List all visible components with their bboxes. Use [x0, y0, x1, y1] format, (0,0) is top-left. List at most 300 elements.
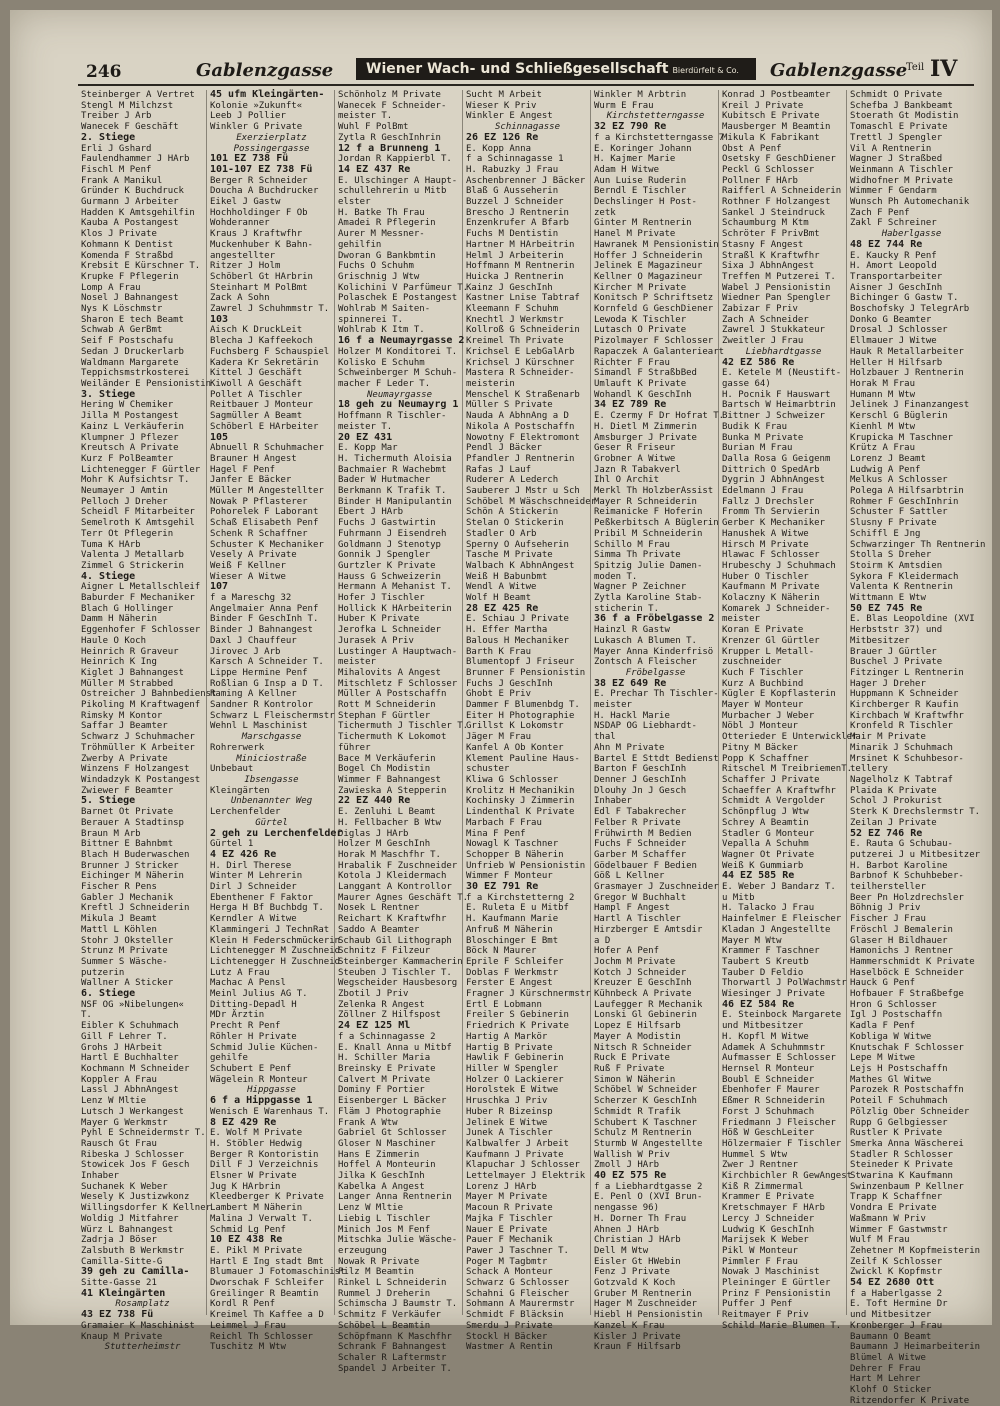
directory-entry: Hoffel A Monteurin	[338, 1160, 436, 1171]
directory-entry: H. Batke Th Frau	[338, 207, 425, 218]
directory-entry: Mair M Private	[850, 732, 926, 743]
directory-entry: Rapaczek A Galanterieart	[594, 346, 725, 357]
directory-entry: Stolla S Dreher	[850, 550, 932, 561]
directory-entry: Jirovec J Arb	[210, 646, 281, 657]
directory-entry: Hartl E Buchhalter	[81, 1053, 179, 1064]
directory-entry: f a Haberlgasse 2	[850, 1288, 943, 1299]
directory-entry: E. Steinbock Margarete	[722, 1010, 842, 1021]
directory-entry: Stoerath Gt Modistin	[850, 111, 959, 122]
directory-entry: Kainz J GeschInh	[466, 282, 553, 293]
directory-entry: und Mitbesitzer	[722, 1021, 804, 1032]
directory-entry: Pimmler F Frau	[722, 1256, 798, 1267]
directory-entry: Ahn M Private	[594, 742, 665, 753]
directory-entry: Menschel K Straßenarb	[466, 389, 580, 400]
directory-entry: Barbnof K Schuhbeber-	[850, 871, 964, 882]
directory-entry: Ditting-Depadl H	[210, 999, 297, 1010]
directory-entry: Strunz M Private	[81, 946, 168, 957]
directory-entry: Hawlik F Gebinerin	[466, 1053, 564, 1064]
directory-entry: Blumentopf J Friseur	[466, 657, 575, 668]
directory-entry: Haule O Koch	[81, 635, 147, 646]
directory-entry: Nauer E Private	[466, 1224, 548, 1235]
directory-entry: Jelinek E Magazineur	[594, 261, 703, 272]
directory-entry: Aisner J GeschInh	[850, 282, 943, 293]
directory-entry: Hermann A Mehanist T.	[338, 582, 452, 593]
directory-entry: Mastera R Schneider-	[466, 368, 575, 379]
directory-entry: Kraus J Kraftwfhr	[210, 229, 303, 240]
directory-entry: Huicka J Rentnerin	[466, 271, 564, 282]
directory-entry: Lutasch O Private	[594, 325, 687, 336]
directory-entry: Miniciostraße	[236, 753, 307, 764]
directory-entry: führer	[338, 742, 371, 753]
directory-entry: Bunka M Private	[722, 432, 804, 443]
directory-entry: Saddo A Beamter	[338, 924, 420, 935]
publisher-banner	[356, 58, 756, 80]
directory-entry: Steuben J Tischler T.	[338, 967, 452, 978]
directory-entry: Leimmel J Frau	[210, 1320, 286, 1331]
directory-entry: Rothner F Holzangest	[722, 197, 831, 208]
directory-entry: Aigner L Metallschleif	[81, 582, 201, 593]
directory-entry: E. Schiau J Private	[466, 614, 569, 625]
directory-entry: Ghobt E Priv	[466, 689, 532, 700]
directory-entry: Spandel J Arbeiter T.	[338, 1363, 452, 1374]
directory-entry: Barth K Frau	[466, 646, 532, 657]
directory-entry: f a Liebhardtgasse 2	[594, 1181, 703, 1192]
directory-entry: MDr Ärztin	[210, 1010, 265, 1021]
directory-entry: Denner J GeschInh	[594, 775, 687, 785]
directory-entry: Tröhmüller K Arbeiter	[81, 742, 195, 753]
directory-entry: Reimanicke F Hoferin	[594, 507, 703, 518]
directory-entry: Hager J Dreher	[850, 678, 926, 689]
directory-entry: Kreil J Private	[722, 100, 804, 111]
directory-entry: Ahnen J HArb	[594, 1224, 660, 1235]
directory-entry: Ritzer J Holm	[210, 261, 281, 272]
directory-entry: Blach G Hollinger	[81, 603, 174, 614]
directory-entry: Hrabalik F Zuschneider	[338, 860, 458, 871]
directory-entry: Boschofsky J TelegrArb	[850, 304, 970, 315]
directory-entry: schullehrerin u Mitb	[338, 186, 447, 197]
directory-entry: Barnet Ot Private	[81, 807, 174, 818]
directory-entry: Treffen M Putzerei T.	[722, 271, 836, 282]
directory-entry: Zadrja J Böser	[81, 1235, 157, 1246]
directory-entry: Weinmann A Tischler	[850, 164, 953, 175]
directory-entry: Hanushek A Witwe	[722, 528, 809, 539]
directory-entry: T.	[81, 1010, 92, 1021]
directory-column-1	[78, 90, 217, 1353]
directory-entry: Minarik J Schuhmach	[850, 742, 953, 753]
directory-entry: Schopper B Näherin	[466, 849, 564, 860]
directory-entry: 107	[210, 581, 229, 593]
directory-entry: Pribil M Schneiderin	[594, 528, 703, 539]
directory-entry: Wieser K Priv	[466, 100, 537, 111]
directory-entry: Roßlian G Insp a D T.	[210, 678, 324, 689]
directory-entry: Marijsek K Weber	[722, 1235, 809, 1246]
directory-entry: Horak M Maschfhr T.	[338, 849, 441, 860]
directory-entry: Pyhl E Schneidermstr T.	[81, 1128, 206, 1139]
directory-entry: E. Zenluhi L Beamt	[338, 807, 436, 818]
directory-entry: Wohlrab K Itm T.	[338, 325, 425, 336]
directory-entry: Lenz W Mltie	[81, 1096, 147, 1107]
directory-entry: Wimmer F Gendarm	[850, 186, 937, 197]
directory-entry: H. Kopfl M Witwe	[722, 1031, 809, 1042]
directory-entry: Klos J Private	[81, 229, 157, 240]
directory-entry: Pollner F HArb	[722, 175, 798, 186]
directory-entry: 18 geh zu Neumayrg 1	[338, 399, 459, 411]
directory-entry: Unfrieb W Pensionistin	[466, 860, 586, 871]
directory-entry: a D	[594, 935, 611, 946]
directory-entry: Mitschletz F Schlosser	[338, 678, 458, 689]
directory-entry: Rimsky M Kontor	[81, 710, 163, 721]
directory-entry: Wagner Ot Private	[722, 849, 815, 860]
directory-entry: 105	[210, 431, 229, 443]
directory-entry: 32 EZ 790 Re	[594, 121, 667, 133]
directory-entry: H. Schiller Maria	[338, 1053, 431, 1064]
directory-entry: 44 EZ 585 Re	[722, 870, 795, 882]
directory-entry: 24 EZ 125 Ml	[338, 1020, 411, 1032]
directory-entry: Brescho J Rentnerin	[466, 207, 569, 218]
directory-entry: H. Kaufmann Marie	[466, 914, 559, 925]
directory-entry: Gurmann J Arbeiter	[81, 197, 179, 208]
directory-entry: erzeugung	[338, 1245, 387, 1256]
directory-entry: Rummel J Dreherin	[338, 1288, 431, 1299]
directory-entry: Daxl J Chauffeur	[210, 635, 297, 646]
directory-entry: Wohderanner	[210, 218, 270, 229]
directory-entry: Eichinger M Näherin	[81, 871, 184, 882]
directory-entry: 14 EZ 437 Re	[338, 163, 411, 175]
directory-entry: Ludwig A Penf	[850, 464, 921, 475]
directory-entry: Slusny F Private	[850, 518, 937, 529]
directory-entry: Kaufmann M Private	[722, 582, 820, 593]
directory-entry: E. Knall Anna u Mitbf	[338, 1042, 452, 1053]
directory-entry: Schmidt A Vergolder	[722, 796, 825, 807]
directory-entry: Wegscheider Hausbesorg	[338, 978, 458, 989]
directory-entry: Schwarz J Schuhmacher	[81, 732, 195, 743]
directory-entry: Gloser N Maschiner	[338, 1138, 436, 1149]
directory-entry: E. Blas Leopoldine (XVI	[850, 614, 975, 625]
directory-entry: Schaumburg M Ktm	[722, 218, 809, 229]
directory-entry: Kraun F Hilfsarb	[594, 1342, 681, 1353]
directory-entry: Heinrich R Graveur	[81, 646, 179, 657]
directory-entry: Teppichsmstrkosterei	[81, 368, 190, 379]
directory-entry: Wuhl F PolBmt	[338, 122, 409, 133]
directory-entry: Camilla-Sitte-G	[81, 1256, 163, 1267]
directory-entry: Friedmann J Fleischer	[722, 1117, 836, 1128]
directory-entry: Possingergasse	[233, 143, 310, 154]
directory-entry: Kliwa G Schlosser	[466, 775, 559, 785]
directory-entry: Sharon E tech Beamt	[81, 314, 184, 325]
directory-entry: Gödelbauer F Bedien	[594, 860, 697, 871]
directory-entry: Kellner O Magazineur	[594, 271, 703, 282]
directory-entry: Dechslinger H Post-	[594, 197, 697, 208]
directory-entry: Hartl A Tischler	[594, 914, 681, 925]
directory-entry: Wiedner Pan Spengler	[722, 293, 831, 304]
directory-entry: 6 f a Hippgasse 1	[210, 1095, 313, 1107]
directory-entry: Reitmayer F Priv	[722, 1310, 809, 1321]
directory-entry: Ebenhofer F Maurer	[722, 1085, 820, 1096]
directory-entry: Krichsel E LebGalArb	[466, 346, 575, 357]
directory-entry: Frank A Wtw	[338, 1117, 398, 1128]
directory-entry: Stockl H Bäcker	[466, 1331, 548, 1342]
directory-entry: H. Stöbler Hedwig	[210, 1138, 303, 1149]
directory-entry: Fröschl J Bemalerin	[850, 924, 953, 935]
directory-entry: Herbststr 37) und	[850, 625, 943, 636]
directory-entry: Kollroß G Schneiderin	[466, 325, 580, 336]
directory-entry: Widhofner M Private	[850, 175, 953, 186]
directory-entry: Ruderer A Lederch	[466, 475, 559, 486]
directory-entry: Berger R Kontoristin	[210, 1149, 319, 1160]
directory-entry: Marschgasse	[241, 732, 302, 743]
directory-entry: Gill F Lehrer T.	[81, 1031, 168, 1042]
directory-entry: Bogel Ch Modistin	[338, 764, 431, 775]
directory-entry: Weiß H Babunbmt	[466, 571, 548, 582]
directory-entry: Ruß F Private	[594, 1063, 665, 1074]
directory-entry: Gotzvald K Koch	[594, 1278, 676, 1289]
directory-entry: H. Effer Martha	[466, 625, 548, 636]
directory-entry: Nowak P Pflasterer	[210, 496, 308, 507]
directory-entry: Inhaber	[81, 1171, 119, 1182]
directory-entry: Kabelka A Angest	[338, 1181, 425, 1192]
directory-entry: Lomp A Frau	[81, 282, 141, 293]
directory-entry: Wastmer A Rentin	[466, 1342, 553, 1353]
directory-entry: f a Schinnagasse 2	[338, 1031, 436, 1042]
directory-column-7	[846, 90, 986, 1406]
directory-entry: Gabler J Mechanik	[81, 892, 174, 903]
directory-entry: Jug K HArbrin	[210, 1181, 281, 1192]
directory-entry: Lichtenegger H Zuschneid	[210, 956, 341, 967]
directory-entry: Tichermuth J Tischler T.	[338, 721, 469, 732]
directory-entry: Mayer Anna Kinderfrisö	[594, 646, 714, 657]
directory-entry: Böck N Maurer	[466, 946, 537, 957]
directory-entry: Schwab A GerBmt	[81, 325, 163, 336]
directory-entry: NSF OG »Nibelungen«	[81, 999, 184, 1010]
directory-entry: 41 Kleingärten	[81, 1287, 166, 1299]
directory-entry: Wimmer F Bahnangest	[338, 775, 441, 785]
directory-entry: Kotola J Kleidermach	[338, 871, 447, 882]
directory-entry: Gregor W Buchhalt	[594, 892, 687, 903]
directory-entry: Grasmayer J Zuschneider	[594, 882, 719, 893]
directory-entry: Fuchs J Gastwirtin	[338, 518, 436, 529]
directory-entry: Müller M Angestellter	[210, 486, 324, 497]
directory-entry: Rustler K Private	[850, 1128, 943, 1139]
directory-entry: Karsch A Schneider T.	[210, 657, 324, 668]
directory-entry: Sagmüller A Beamt	[210, 411, 303, 422]
directory-entry: 36 f a Fröbelgasse 2	[594, 613, 715, 625]
directory-entry: H. Hackl Marie	[594, 710, 670, 721]
directory-entry: Konrad J Postbeamter	[722, 90, 831, 100]
directory-entry: Hummel S Wtw	[722, 1149, 788, 1160]
directory-entry: Ihl O Archit	[594, 475, 660, 486]
directory-entry: Nikola A Postschaffn	[466, 421, 575, 432]
directory-entry: Polega A Hilfsarbtrin	[850, 486, 964, 497]
directory-entry: Nosek L Rentner	[338, 903, 420, 914]
directory-entry: 52 EZ 746 Re	[850, 827, 923, 839]
directory-entry: Kleingärten	[210, 785, 270, 796]
directory-entry: Poteil F Schuhmach	[850, 1096, 948, 1107]
directory-entry: Zwiewer F Beamter	[81, 785, 174, 796]
directory-entry: Aschenbrenner J Bäcker	[466, 175, 586, 186]
directory-entry: Pikoling M Kraftwagenf	[81, 700, 201, 711]
directory-entry: Fromm Th Servierin	[722, 507, 820, 518]
directory-entry: Kurz A Buchbind	[722, 678, 804, 689]
directory-entry: Raming A Kellner	[210, 689, 297, 700]
directory-entry: Dirl J Schneider	[210, 882, 297, 893]
directory-entry: Wolf H Beamt	[466, 593, 532, 604]
directory-entry: Lambert M Näherin	[210, 1203, 303, 1214]
directory-entry: 10 EZ 438 Re	[210, 1234, 283, 1246]
directory-entry: Schaffer J Private	[722, 775, 820, 785]
directory-entry: Gramaier K Maschinist	[81, 1320, 195, 1331]
directory-entry: Bace M Verkäuferin	[338, 753, 436, 764]
directory-entry: Trettl J Spengler	[850, 132, 943, 143]
banner-subtitle: Bierdürfelt & Co.	[672, 66, 739, 75]
directory-entry: Winkler M Arbtrin	[594, 90, 687, 100]
directory-entry: Zakl F Schreiner	[850, 218, 937, 229]
directory-entry: Baburder F Mechaniker	[81, 593, 195, 604]
directory-entry: 8 EZ 429 Re	[210, 1116, 277, 1128]
directory-entry: Obst A Penf	[722, 143, 782, 154]
directory-entry: Edelmann J Frau	[722, 486, 804, 497]
directory-entry: Schröter F PrivBmt	[722, 229, 820, 240]
directory-entry: H. Rabuzky J Frau	[466, 164, 559, 175]
directory-entry: Mrsinet K Schuhbesor-	[850, 753, 964, 764]
directory-entry: Ebert J HArb	[338, 507, 404, 518]
directory-entry: H. Dirl Therese	[210, 860, 292, 871]
directory-entry: Muckenhuber K Bahn-	[210, 239, 313, 250]
directory-entry: Lenz W Mltie	[338, 1203, 404, 1214]
directory-entry: Baumann O Beamt	[850, 1331, 932, 1342]
directory-entry: Tuschitz M Wtw	[210, 1342, 286, 1353]
directory-entry: Jelinek E Witwe	[466, 1117, 548, 1128]
directory-entry: Schefba J Bankbeamt	[850, 100, 953, 111]
directory-entry: Schuster F Sattler	[850, 507, 948, 518]
directory-entry: Hans E Zimmerin	[338, 1149, 420, 1160]
directory-entry: Peckl G Schlosser	[722, 164, 815, 175]
directory-entry: gehilfe	[210, 1053, 248, 1064]
directory-entry: Kirchbach W Kraftwfhr	[850, 710, 964, 721]
directory-entry: Zelenka R Angest	[338, 999, 425, 1010]
directory-entry: Lutsch J Werkangest	[81, 1106, 184, 1117]
directory-entry: Hirzberger E Amtsdir	[594, 924, 703, 935]
directory-entry: schuster	[466, 764, 510, 775]
directory-entry: Aisch K DruckLeit	[210, 325, 303, 336]
directory-entry: Krammer E Private	[722, 1192, 815, 1203]
directory-entry: Eibler K Schuhmach	[81, 1021, 179, 1032]
directory-entry: Treiber J Arb	[81, 111, 152, 122]
directory-entry: Hochholdinger F Ob	[210, 207, 308, 218]
directory-entry: Schiffl E Jng	[850, 528, 921, 539]
directory-entry: Weiß F Kellner	[210, 560, 286, 571]
directory-entry: Haberlgasse	[881, 229, 942, 240]
directory-entry: Kühnbeck A Private	[594, 989, 692, 1000]
directory-entry: Krupke F Pflegerin	[81, 271, 179, 282]
directory-entry: E. Ulschinger A Haupt-	[338, 175, 458, 186]
directory-entry: Komenda F Straßbd	[81, 250, 174, 261]
directory-entry: Hainzl R Gastw	[594, 625, 670, 636]
directory-entry: Stoirm K Amtsdien	[850, 560, 943, 571]
directory-entry: Macoun R Private	[466, 1203, 553, 1214]
directory-entry: Scheidl F Mitarbeiter	[81, 507, 195, 518]
directory-entry: Jelinek J Finanzangest	[850, 400, 970, 411]
directory-entry: 42 EZ 586 Re	[722, 356, 795, 368]
directory-entry: Valenta K Rentnerin	[850, 582, 953, 593]
directory-entry: Holzbauer J Rentnerin	[850, 368, 964, 379]
directory-entry: Blecha J Kaffeekoch	[210, 336, 313, 347]
directory-entry: Kisler J Private	[594, 1331, 681, 1342]
directory-entry: Zabizar F Priv	[722, 304, 798, 315]
directory-entry: Zack A Sohn	[210, 293, 270, 304]
directory-entry: Wimmer F Gastwmstr	[850, 1224, 948, 1235]
directory-entry: Haselböck E Schneider	[850, 967, 964, 978]
directory-entry: Anfruß M Näherin	[466, 924, 553, 935]
directory-entry: Schön A Stickerin	[466, 507, 559, 518]
directory-entry: Beer Pn Holzdrechsler	[850, 892, 964, 903]
directory-entry: Nys K Löschmstr	[81, 304, 163, 315]
directory-entry: Adamek A Schuhmmstr	[722, 1042, 825, 1053]
directory-entry: Horak M Frau	[850, 378, 916, 389]
directory-entry: Stohr J Oksteller	[81, 935, 174, 946]
directory-entry: Parozek R Postschaffn	[850, 1085, 964, 1096]
directory-entry: Kreimel Th Kaffee a D	[210, 1310, 324, 1321]
directory-entry: Lichtenegger M Zuschneid	[210, 946, 341, 957]
street-name-right: Gablenzgasse	[770, 60, 908, 81]
directory-entry: Schönholz M Private	[338, 90, 441, 100]
directory-entry: Zehetner M Kopfmeisterin	[850, 1245, 981, 1256]
directory-entry: Dill F J Verzeichnis	[210, 1160, 319, 1171]
directory-entry: Zach F Penf	[850, 207, 910, 218]
directory-entry: Bloschinger E Bmt	[466, 935, 559, 946]
directory-entry: Otterieder E Unterwickler	[722, 732, 858, 743]
directory-entry: Berger R Schneider	[210, 175, 308, 186]
directory-entry: Boubl E Schneider	[722, 1074, 815, 1085]
directory-entry: Hadden K Amtsgehilfin	[81, 207, 195, 218]
directory-entry: Rohmer F GeschInhrin	[850, 496, 959, 507]
directory-entry: Schöpfmann K Maschfhr	[338, 1331, 452, 1342]
directory-entry: Wittmann E Wtw	[850, 593, 926, 604]
directory-entry: Vondra E Private	[850, 1203, 937, 1214]
directory-entry: Damm H Näherin	[81, 614, 157, 625]
directory-entry: Goldmann J Stenotyp	[338, 539, 441, 550]
directory-entry: Herga H Bf Buchbdg T.	[210, 903, 324, 914]
directory-entry: Humann M Wtw	[850, 389, 916, 400]
directory-entry: Freiler S Gebinerin	[466, 1010, 569, 1021]
directory-entry: Fuchs F Schneider	[594, 839, 687, 850]
directory-entry: Zmoll J HArb	[594, 1160, 660, 1171]
directory-entry: Mayer A Modistin	[594, 1031, 681, 1042]
directory-entry: Kainz L Verkäuferin	[81, 421, 184, 432]
directory-entry: Summer S Wäsche-	[81, 956, 168, 967]
directory-entry: Kolisko E Schuhm	[338, 357, 425, 368]
directory-entry: Koppler A Frau	[81, 1074, 157, 1085]
directory-entry: Wesely K Justizwkonz	[81, 1192, 190, 1203]
directory-entry: Schaler R Laftermstr	[338, 1352, 447, 1363]
directory-entry: Steinberger A Vertret	[81, 90, 195, 100]
directory-entry: Gründer K Buchdruck	[81, 186, 184, 197]
directory-entry: H. Kajmer Marie	[594, 154, 676, 165]
directory-entry: Bittner J Schweizer	[722, 411, 825, 422]
directory-entry: Stadler R Schlosser	[850, 1149, 953, 1160]
directory-entry: Murbacher J Weber	[722, 710, 815, 721]
directory-entry: zetk	[594, 207, 616, 218]
directory-entry: 2. Stiege	[81, 131, 136, 143]
directory-entry: Kronberger J Frau	[850, 1320, 943, 1331]
directory-entry: Aurer M Messner-	[338, 229, 425, 240]
directory-entry: Lutz A Frau	[210, 967, 270, 978]
directory-entry: Sandner R Kontrolor	[210, 700, 313, 711]
directory-entry: Kleemann F Schuhm	[466, 304, 559, 315]
directory-entry: Hruschka J Priv	[466, 1096, 548, 1107]
directory-entry: Hager M Zuschneider	[594, 1299, 697, 1310]
directory-entry: Wabel J Pensionistin	[722, 282, 831, 293]
directory-entry: Winter M Lehrerin	[210, 871, 303, 882]
